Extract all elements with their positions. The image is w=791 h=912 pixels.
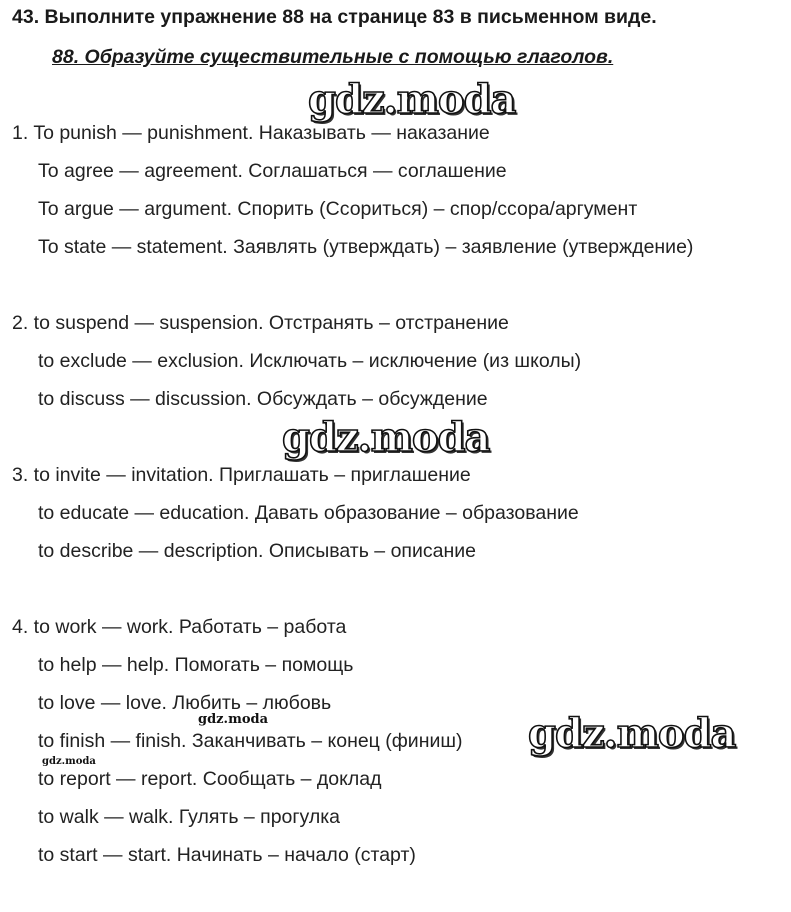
watermark-logo: gdz.moda [282,414,490,461]
answer-line: to exclude — exclusion. Исключать – исключение (из школы) [38,350,582,372]
answer-line: To argue — argument. Спорить (Ссориться) – спор/ссора/аргумент [38,198,638,220]
answer-line: 4. to work — work. Работать – работа [12,616,347,638]
answer-line: To agree — agreement. Соглашаться — соглашение [38,160,507,182]
answer-line: to describe — description. Описывать – описание [38,540,476,562]
answer-line: to finish — finish. Заканчивать – конец (финиш) [38,730,463,752]
watermark-logo: gdz.moda [528,710,736,757]
answer-line: to start — start. Начинать – начало (старт) [38,844,416,866]
answer-line: to educate — education. Давать образование – образование [38,502,579,524]
answer-line: to discuss — discussion. Обсуждать – обсуждение [38,388,488,410]
answer-line: to report — report. Сообщать – доклад [38,768,382,790]
answer-line: to love — love. Любить – любовь [38,692,332,714]
answer-line: To state — statement. Заявлять (утверждать) – заявление (утверждение) [38,236,694,258]
exercise-subtitle: 88. Образуйте существительные с помощью глаголов. [52,46,614,68]
answer-line: to help — help. Помогать – помощь [38,654,354,676]
watermark-logo: gdz.moda [308,76,516,123]
watermark-logo: gdz.moda [42,756,96,767]
answer-line: 2. to suspend — suspension. Отстранять – отстранение [12,312,509,334]
answer-line: 3. to invite — invitation. Приглашать – приглашение [12,464,471,486]
answer-line: 1. To punish — punishment. Наказывать — наказание [12,122,490,144]
exercise-title: 43. Выполните упражнение 88 на странице 83 в письменном виде. [12,6,657,28]
watermark-logo: gdz.moda [198,712,269,727]
answer-line: to walk — walk. Гулять – прогулка [38,806,341,828]
